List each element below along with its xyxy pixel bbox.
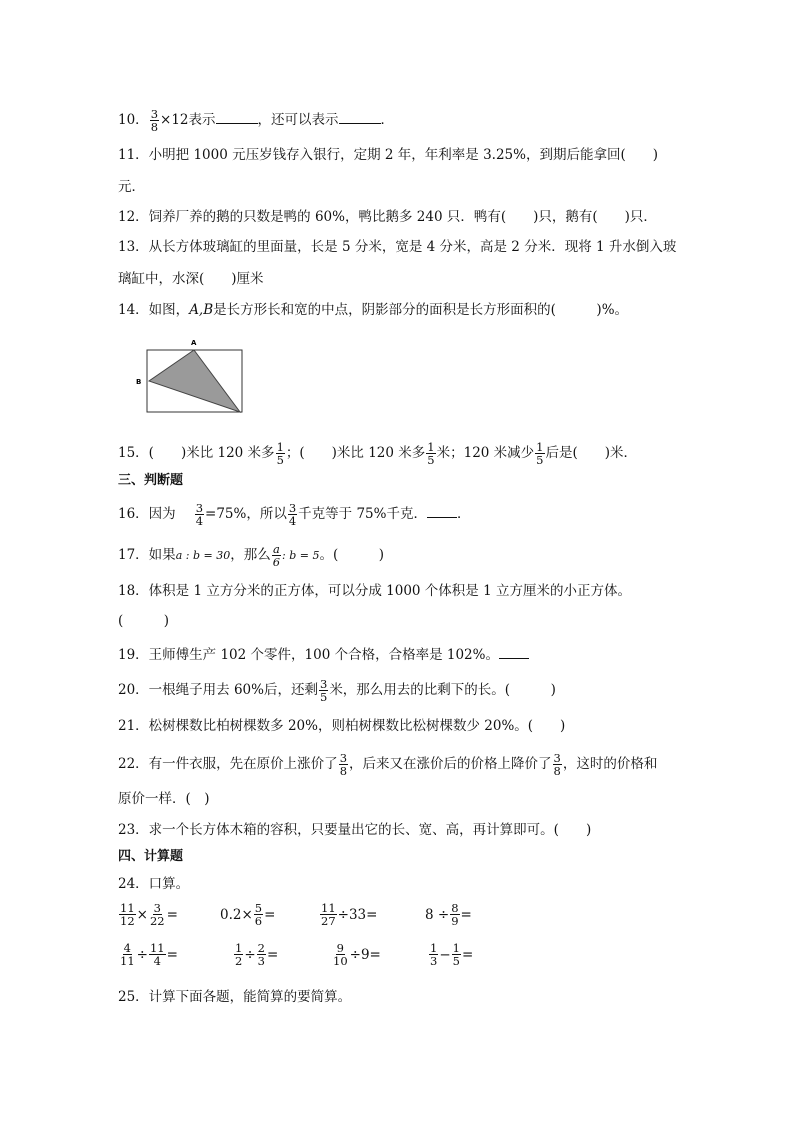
q22-fraction-1 xyxy=(339,752,348,777)
frac-denominator: 3 xyxy=(430,954,438,968)
question-11-line-1: 11．小明把 1000 元压岁钱存入银行，定期 2 年，年利率是 3.25%，到期后能拿回( ) xyxy=(118,147,658,163)
q10-text-2: ，还可以表示 xyxy=(257,112,339,128)
frac-denominator: 8 xyxy=(150,120,159,134)
calc-5-fraction-b xyxy=(149,942,166,967)
q15-text-1: 15．( )米比 120 米多 xyxy=(118,445,275,461)
calc-4-equals: = xyxy=(460,906,472,923)
q17-fraction xyxy=(272,543,281,568)
q16-fraction-1 xyxy=(195,502,204,527)
calc-7-equals: = xyxy=(369,946,381,963)
q15-fraction-3 xyxy=(535,441,544,466)
frac-numerator: 5 xyxy=(254,901,263,915)
question-18-line-1: 18．体积是 1 立方分米的正方体，可以分成 1000 个体积是 1 立方厘米的小正方体。 xyxy=(118,583,631,599)
calc-item-3 xyxy=(319,902,377,927)
q10-text-1: ×12表示 xyxy=(160,112,216,128)
frac-numerator: 3 xyxy=(195,501,204,515)
calc-8-equals: = xyxy=(461,946,474,963)
frac-numerator: 9 xyxy=(336,941,344,955)
calc-5-fraction-a xyxy=(119,942,136,967)
frac-numerator: 11 xyxy=(149,941,165,955)
question-17 xyxy=(118,543,384,568)
frac-numerator: 3 xyxy=(150,107,159,121)
frac-denominator: 5 xyxy=(536,453,544,467)
calc-5-equals: = xyxy=(166,946,178,963)
calc-7-fraction-a xyxy=(332,942,349,967)
q15-text-3: 米；120 米减少 xyxy=(436,445,535,461)
frac-denominator: 27 xyxy=(321,914,336,928)
question-24: 24．口算。 xyxy=(118,876,190,892)
answer-blank[interactable] xyxy=(339,111,381,124)
frac-numerator: 1 xyxy=(430,941,438,955)
q10-fraction xyxy=(150,108,159,133)
calc-3-equals: = xyxy=(366,906,378,923)
calc-8-fraction-b xyxy=(452,942,461,967)
calc-6-fraction-b xyxy=(257,942,266,967)
calc-8-operator: − xyxy=(439,946,451,963)
frac-denominator: 10 xyxy=(333,954,348,968)
calc-6-fraction-a xyxy=(234,942,243,967)
q17-expression-1: a : b = 30 xyxy=(175,549,231,562)
frac-numerator: 1 xyxy=(427,440,435,454)
calc-item-4 xyxy=(425,902,472,927)
q16-text-3: 千克等于 75%千克． xyxy=(298,506,427,522)
calc-item-1 xyxy=(118,902,178,927)
q15-fraction-2 xyxy=(426,441,435,466)
q20-fraction xyxy=(319,678,328,703)
calc-2-operand: 0.2× xyxy=(220,906,253,923)
q16-text-4: ． xyxy=(456,506,471,522)
answer-blank[interactable] xyxy=(427,505,457,518)
q15-text-2: ；( )米比 120 米多 xyxy=(285,445,426,461)
q10-text-3: ． xyxy=(380,112,395,128)
calc-8-fraction-a xyxy=(429,942,438,967)
calc-2-equals: = xyxy=(264,906,276,923)
question-14 xyxy=(118,300,628,320)
frac-denominator: 6 xyxy=(272,555,281,569)
q16-fraction-2 xyxy=(288,502,297,527)
frac-numerator: a xyxy=(272,542,280,556)
question-20 xyxy=(118,678,556,703)
frac-denominator: 4 xyxy=(288,514,297,528)
q17-text-2: ，那么 xyxy=(230,547,271,563)
frac-numerator: 3 xyxy=(339,751,348,765)
calc-1-operator: × xyxy=(136,906,148,923)
q17-text-1: 17．如果 xyxy=(118,547,176,563)
frac-numerator: 2 xyxy=(257,941,265,955)
question-11-line-2: 元． xyxy=(118,179,145,195)
q15-text-4: 后是( )米． xyxy=(545,445,638,461)
q16-text-2: =75%，所以 xyxy=(205,506,287,522)
q14-text-2: 是长方形长和宽的中点，阴影部分的面积是长方形面积的( )%。 xyxy=(213,302,629,318)
frac-denominator: 4 xyxy=(195,514,204,528)
calc-4-fraction-b xyxy=(450,902,459,927)
question-10 xyxy=(118,108,394,133)
rectangle-diagram xyxy=(132,336,252,418)
q22-text-1: 22．有一件衣服，先在原价上涨价了 xyxy=(118,756,338,772)
frac-denominator: 8 xyxy=(553,764,561,778)
frac-denominator: 5 xyxy=(276,453,284,467)
frac-denominator: 8 xyxy=(339,764,348,778)
question-12: 12．饲养厂养的鹅的只数是鸭的 60%，鸭比鹅多 240 只．鸭有( )只，鹅有( )只． xyxy=(118,209,657,225)
question-13-line-1: 13．从长方体玻璃缸的里面量，长是 5 分米，宽是 4 分米，高是 2 分米．现将 1 升水倒入玻 xyxy=(118,239,677,255)
calc-item-7 xyxy=(331,942,381,967)
calc-6-operator: ÷ xyxy=(244,946,256,963)
q20-text-2: 米，那么用去的比剩下的长。( ) xyxy=(329,682,556,698)
question-19 xyxy=(118,645,529,665)
question-18-line-2: ( ) xyxy=(118,613,170,629)
question-22-line-2: 原价一样．( ) xyxy=(118,791,210,807)
frac-denominator: 2 xyxy=(235,954,243,968)
q14-text-1: 14．如图， xyxy=(118,302,190,318)
frac-numerator: 8 xyxy=(451,901,459,915)
q22-text-2: ，后来又在涨价后的价格上降价了 xyxy=(349,756,552,772)
section-4-heading: 四、计算题 xyxy=(118,849,184,864)
frac-denominator: 5 xyxy=(427,453,435,467)
frac-denominator: 4 xyxy=(153,954,161,968)
frac-denominator: 12 xyxy=(120,914,135,928)
calc-2-fraction-b xyxy=(254,902,263,927)
q19-text: 19．王师傅生产 102 个零件，100 个合格，合格率是 102%。 xyxy=(118,647,499,663)
frac-numerator: 3 xyxy=(288,501,297,515)
frac-numerator: 11 xyxy=(321,901,336,915)
frac-numerator: 4 xyxy=(123,941,131,955)
question-25: 25．计算下面各题，能简算的要简算。 xyxy=(118,989,352,1005)
section-3-heading: 三、判断题 xyxy=(118,473,184,488)
label-b: B xyxy=(136,378,142,386)
q15-fraction-1 xyxy=(276,441,285,466)
frac-denominator: 3 xyxy=(257,954,265,968)
frac-numerator: 1 xyxy=(276,440,284,454)
calc-6-equals: = xyxy=(266,946,279,963)
frac-denominator: 9 xyxy=(451,914,459,928)
frac-denominator: 22 xyxy=(149,914,165,928)
frac-numerator: 1 xyxy=(235,941,243,955)
question-22-line-1 xyxy=(118,752,657,777)
frac-denominator: 6 xyxy=(254,914,263,928)
frac-numerator: 1 xyxy=(536,440,544,454)
q10-number: 10． xyxy=(118,112,149,128)
question-23: 23．求一个长方体木箱的容积，只要量出它的长、宽、高，再计算即可。( ) xyxy=(118,822,592,838)
frac-denominator: 5 xyxy=(452,954,460,968)
question-13-line-2: 璃缸中，水深( )厘米 xyxy=(118,271,264,287)
calc-3-operator: ÷33 xyxy=(337,906,367,923)
answer-blank[interactable] xyxy=(499,646,529,659)
question-16 xyxy=(118,502,470,527)
q16-text-1: 16．因为 xyxy=(118,506,176,522)
label-a: A xyxy=(191,339,197,347)
q20-text-1: 20．一根绳子用去 60%后，还剩 xyxy=(118,682,318,698)
calc-1-fraction-b xyxy=(149,902,166,927)
q22-text-3: ，这时的价格和 xyxy=(562,756,658,772)
frac-denominator: 5 xyxy=(319,690,328,704)
calc-4-operand: 8 ÷ xyxy=(425,906,450,923)
rectangle-figure xyxy=(132,336,252,422)
calc-5-operator: ÷ xyxy=(136,946,148,963)
calc-item-6 xyxy=(233,942,278,967)
q17-text-3: 。( ) xyxy=(319,547,385,563)
question-21: 21．松树棵数比柏树棵数多 20%，则柏树棵数比松树棵数少 20%。( ) xyxy=(118,718,566,734)
q17-expression-2: : b = 5 xyxy=(282,549,320,562)
calc-item-2 xyxy=(220,902,275,927)
frac-numerator: 3 xyxy=(153,901,161,915)
q22-fraction-2 xyxy=(553,752,562,777)
frac-numerator: 11 xyxy=(120,901,135,915)
calc-item-8 xyxy=(428,942,473,967)
q14-points: A,B xyxy=(189,302,214,318)
question-15 xyxy=(118,441,637,466)
calc-item-5 xyxy=(118,942,178,967)
calc-3-fraction-a xyxy=(320,902,337,927)
frac-numerator: 3 xyxy=(319,677,328,691)
calc-1-fraction-a xyxy=(119,902,136,927)
calc-7-operator: ÷9 xyxy=(349,946,370,963)
frac-numerator: 1 xyxy=(452,941,460,955)
frac-denominator: 11 xyxy=(120,954,135,968)
answer-blank[interactable] xyxy=(216,111,258,124)
frac-numerator: 3 xyxy=(553,751,561,765)
shaded-triangle xyxy=(149,350,240,412)
calc-1-equals: = xyxy=(166,906,178,923)
